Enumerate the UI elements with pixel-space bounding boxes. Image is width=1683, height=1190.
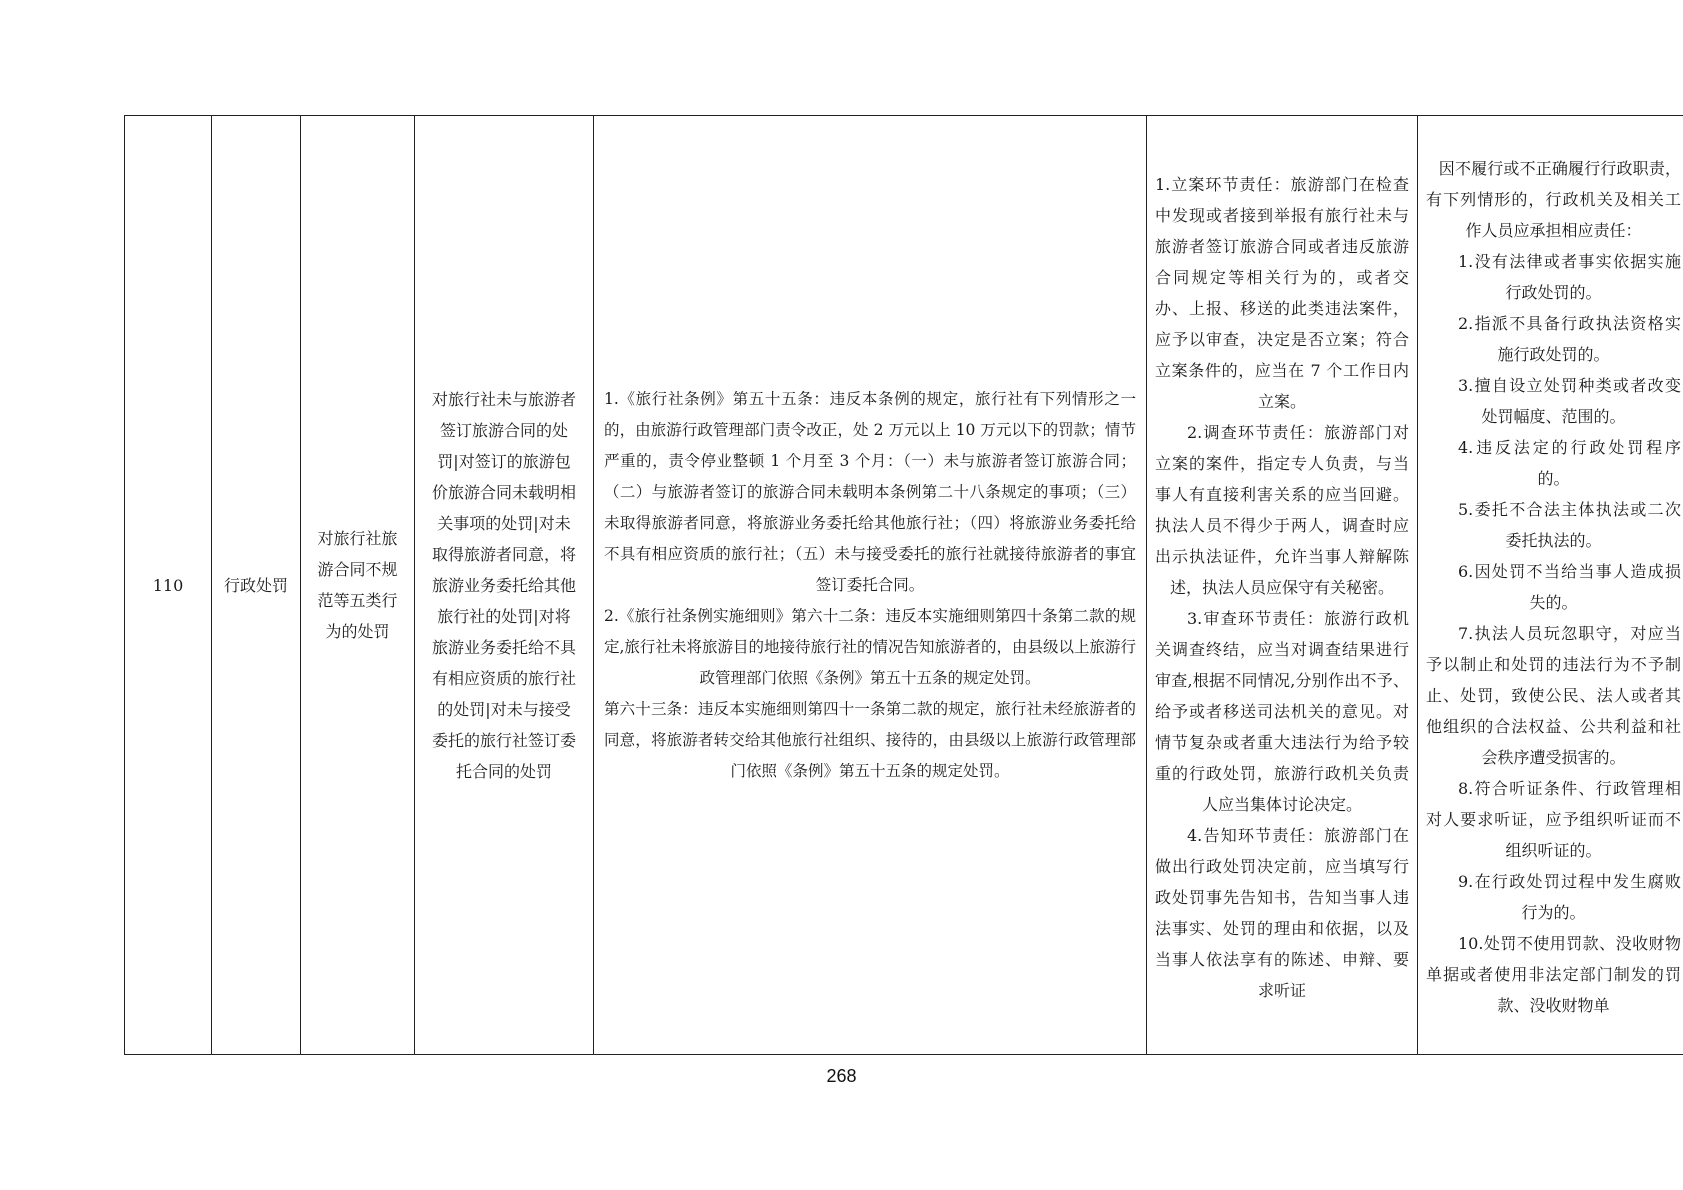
legal-basis <box>602 384 1138 787</box>
legal-basis-paragraph: 2.《旅行社条例实施细则》第六十二条：违反本实施细则第四十条第二款的规定,旅行社未将旅游目的地接待旅行社的情况告知旅游者的，由县级以上旅游行政管理部门依照《条例》第五十五条的规定处罚。 <box>604 606 1136 687</box>
liability-item: 10.处罚不使用罚款、没收财物单据或者使用非法定部门制发的罚款、没收财物单 <box>1426 934 1681 1015</box>
liability-item: 2.指派不具备行政执法资格实施行政处罚的。 <box>1458 314 1681 364</box>
liability-item: 8.符合听证条件、行政管理相对人要求听证，应予组织听证而不组织听证的。 <box>1426 779 1681 860</box>
sub-items-cell <box>415 116 594 1055</box>
liability-item: 7.执法人员玩忽职守，对应当予以制止和处罚的违法行为不予制止、处罚，致使公民、法人或者其他组织的合法权益、公共利益和社会秩序遭受损害的。 <box>1426 624 1681 767</box>
responsibility-item: 2.调查环节责任：旅游部门对立案的案件，指定专人负责，与当事人有直接利害关系的应当回避。执法人员不得少于两人，调查时应出示执法证件，允许当事人辩解陈述，执法人员应保守有关秘密。 <box>1155 422 1409 597</box>
responsibility-item: 4.告知环节责任：旅游部门在做出行政处罚决定前，应当填写行政处罚事先告知书，告知当事人违法事实、处罚的理由和依据，以及当事人依法享有的陈述、申辩、要求听证 <box>1155 825 1409 1000</box>
responsibility-table <box>124 115 1683 1055</box>
liability-item: 5.委托不合法主体执法或二次委托执法的。 <box>1458 500 1681 550</box>
liabilities-list <box>1426 149 1681 1021</box>
legal-basis-paragraph: 1.《旅行社条例》第五十五条：违反本条例的规定，旅行社有下列情形之一的，由旅游行政管理部门责令改正，处 2 万元以上 10 万元以下的罚款；情节严重的，责令停业整顿 1 个月至 3 个月：（一）未与旅游者签订旅游合同；（二）与旅游者签订的旅游合同未载明本条例第二十八条规定的事项；（三）未取得旅游者同意，将旅游业务委托给其他旅行社；（四）将旅游业务委托给不具有相应资质的旅行社；（五）未与接受委托的旅行社就接待旅游者的事宜签订委托合同。 <box>604 389 1136 594</box>
liability-item: 4.违反法定的行政处罚程序的。 <box>1458 438 1681 488</box>
responsibility-table-container <box>124 115 1681 1055</box>
category-cell <box>212 116 301 1055</box>
responsibility-item: 3.审查环节责任：旅游行政机关调查终结，应当对调查结果进行审查,根据不同情况,分别作出不予、给予或者移送司法机关的意见。对情节复杂或者重大违法行为给予较重的行政处罚，旅游行政机关负责人应当集体讨论决定。 <box>1155 608 1409 814</box>
liability-item: 1.没有法律或者事实依据实施行政处罚的。 <box>1458 252 1681 302</box>
sub-items-text: 对旅行社未与旅游者签订旅游合同的处罚|对签订的旅游包价旅游合同未载明相关事项的处罚|对未取得旅游者同意，将旅游业务委托给其他旅行社的处罚|对将旅游业务委托给不具有相应资质的旅行社的处罚|对未与接受委托的旅行社签订委托合同的处罚 <box>431 389 576 781</box>
item-number: 110 <box>152 575 184 595</box>
item-name: 对旅行社旅游合同不规范等五类行为的处罚 <box>317 529 398 641</box>
table-row <box>125 116 1683 1055</box>
liabilities-intro: 因不履行或不正确履行行政职责，有下列情形的，行政机关及相关工作人员应承担相应责任： <box>1426 159 1681 240</box>
liability-item: 3.擅自设立处罚种类或者改变处罚幅度、范围的。 <box>1458 376 1681 426</box>
responsibility-item: 1.立案环节责任：旅游部门在检查中发现或者接到举报有旅行社未与旅游者签订旅游合同或者违反旅游合同规定等相关行为的，或者交办、上报、移送的此类违法案件，应予以审查，决定是否立案；符合立案条件的，应当在 7 个工作日内立案。 <box>1155 174 1409 411</box>
legal-basis-cell <box>594 116 1147 1055</box>
category-label: 行政处罚 <box>223 575 288 595</box>
item-name-cell <box>301 116 415 1055</box>
liabilities-cell <box>1418 116 1683 1055</box>
responsibilities-cell <box>1147 116 1418 1055</box>
legal-basis-paragraph: 第六十三条：违反本实施细则第四十一条第二款的规定，旅行社未经旅游者的同意，将旅游者转交给其他旅行社组织、接待的，由县级以上旅游行政管理部门依照《条例》第五十五条的规定处罚。 <box>604 699 1136 780</box>
liability-item: 6.因处罚不当给当事人造成损失的。 <box>1458 562 1681 612</box>
liability-item: 9.在行政处罚过程中发生腐败行为的。 <box>1458 872 1681 922</box>
page-number: 268 <box>826 1066 857 1086</box>
item-number-cell <box>125 116 212 1055</box>
responsibilities-list <box>1155 165 1409 1006</box>
